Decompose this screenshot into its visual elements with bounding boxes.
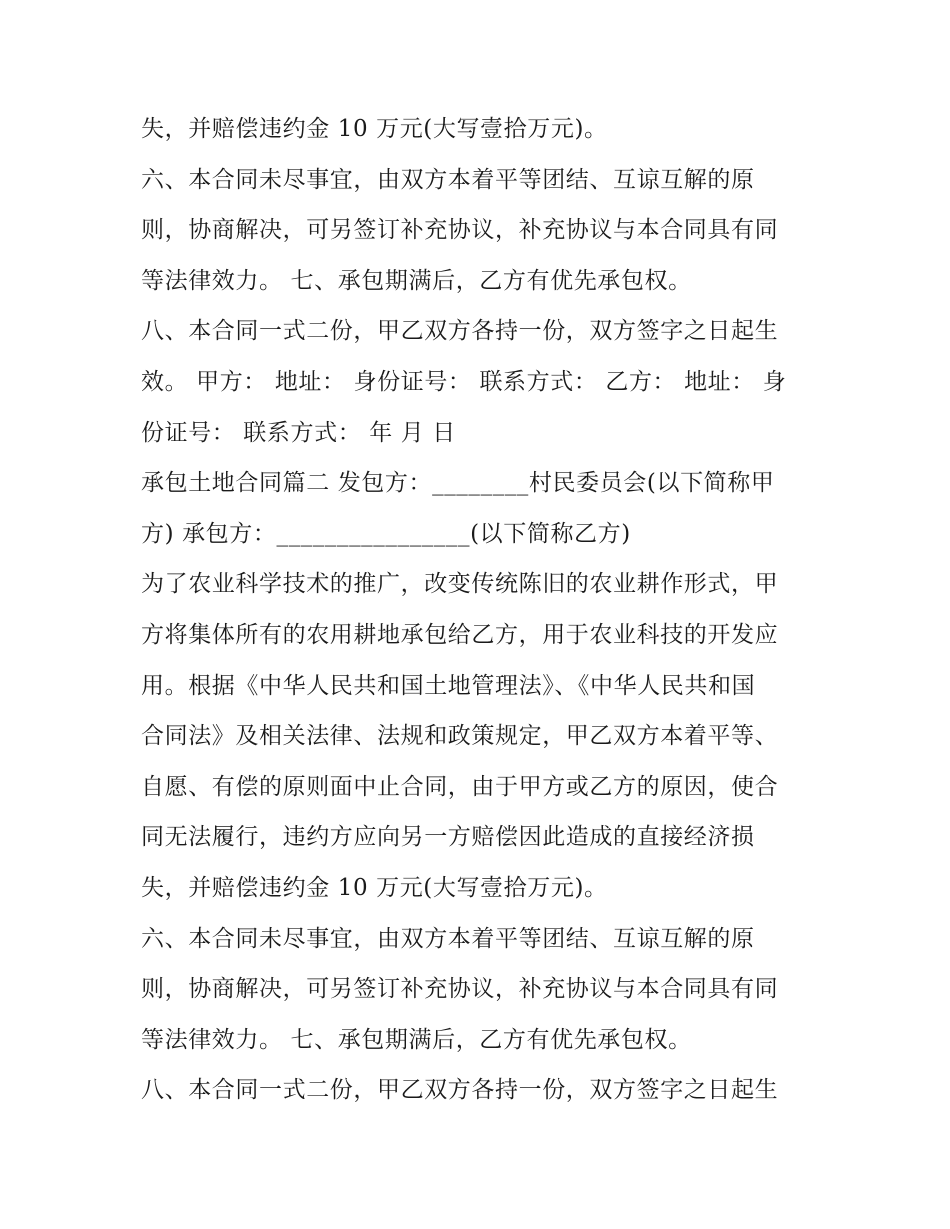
text-line: 效。 甲方： 地址： 身份证号： 联系方式： 乙方： 地址： 身 — [141, 368, 787, 395]
text-line: 为了农业科学技术的推广，改变传统陈旧的农业耕作形式，甲 — [141, 571, 779, 598]
text-line: 六、本合同未尽事宜，由双方本着平等团结、互谅互解的原 — [141, 166, 755, 193]
text-line: 同无法履行，违约方应向另一方赔偿因此造成的直接经济损 — [141, 824, 755, 851]
text-line: 失，并赔偿违约金 10 万元(大写壹拾万元)。 — [141, 116, 608, 142]
text-line: 失，并赔偿违约金 10 万元(大写壹拾万元)。 — [141, 874, 608, 901]
text-line: 则，协商解决，可另签订补充协议，补充协议与本合同具有同 — [141, 976, 779, 1003]
text-line: 八、本合同一式二份，甲乙双方各持一份，双方签字之日起生 — [141, 1077, 779, 1104]
text-line: 六、本合同未尽事宜，由双方本着平等团结、互谅互解的原 — [141, 925, 755, 952]
text-line: 自愿、有偿的原则面中止合同，由于甲方或乙方的原因，使合 — [141, 773, 779, 800]
text-line: 则，协商解决，可另签订补充协议，补充协议与本合同具有同 — [141, 217, 779, 244]
text-line: 合同法》及相关法律、法规和政策规定，甲乙双方本着平等、 — [141, 723, 779, 750]
text-line: 八、本合同一式二份，甲乙双方各持一份，双方签字之日起生 — [141, 318, 779, 345]
text-line: 方将集体所有的农用耕地承包给乙方，用于农业科技的开发应 — [141, 621, 779, 648]
document-body — [141, 104, 821, 1116]
text-line: 份证号： 联系方式： 年 月 日 — [141, 419, 456, 446]
text-line: 方) 承包方：________________(以下简称乙方) — [141, 520, 631, 547]
text-line: 等法律效力。 七、承包期满后，乙方有优先承包权。 — [141, 267, 692, 294]
section-heading-line: 承包土地合同篇二 发包方：________村民委员会(以下简称甲 — [141, 470, 775, 497]
text-line: 等法律效力。 七、承包期满后，乙方有优先承包权。 — [141, 1026, 692, 1053]
text-line: 用。根据《中华人民共和国土地管理法》、《中华人民共和国 — [141, 672, 756, 699]
